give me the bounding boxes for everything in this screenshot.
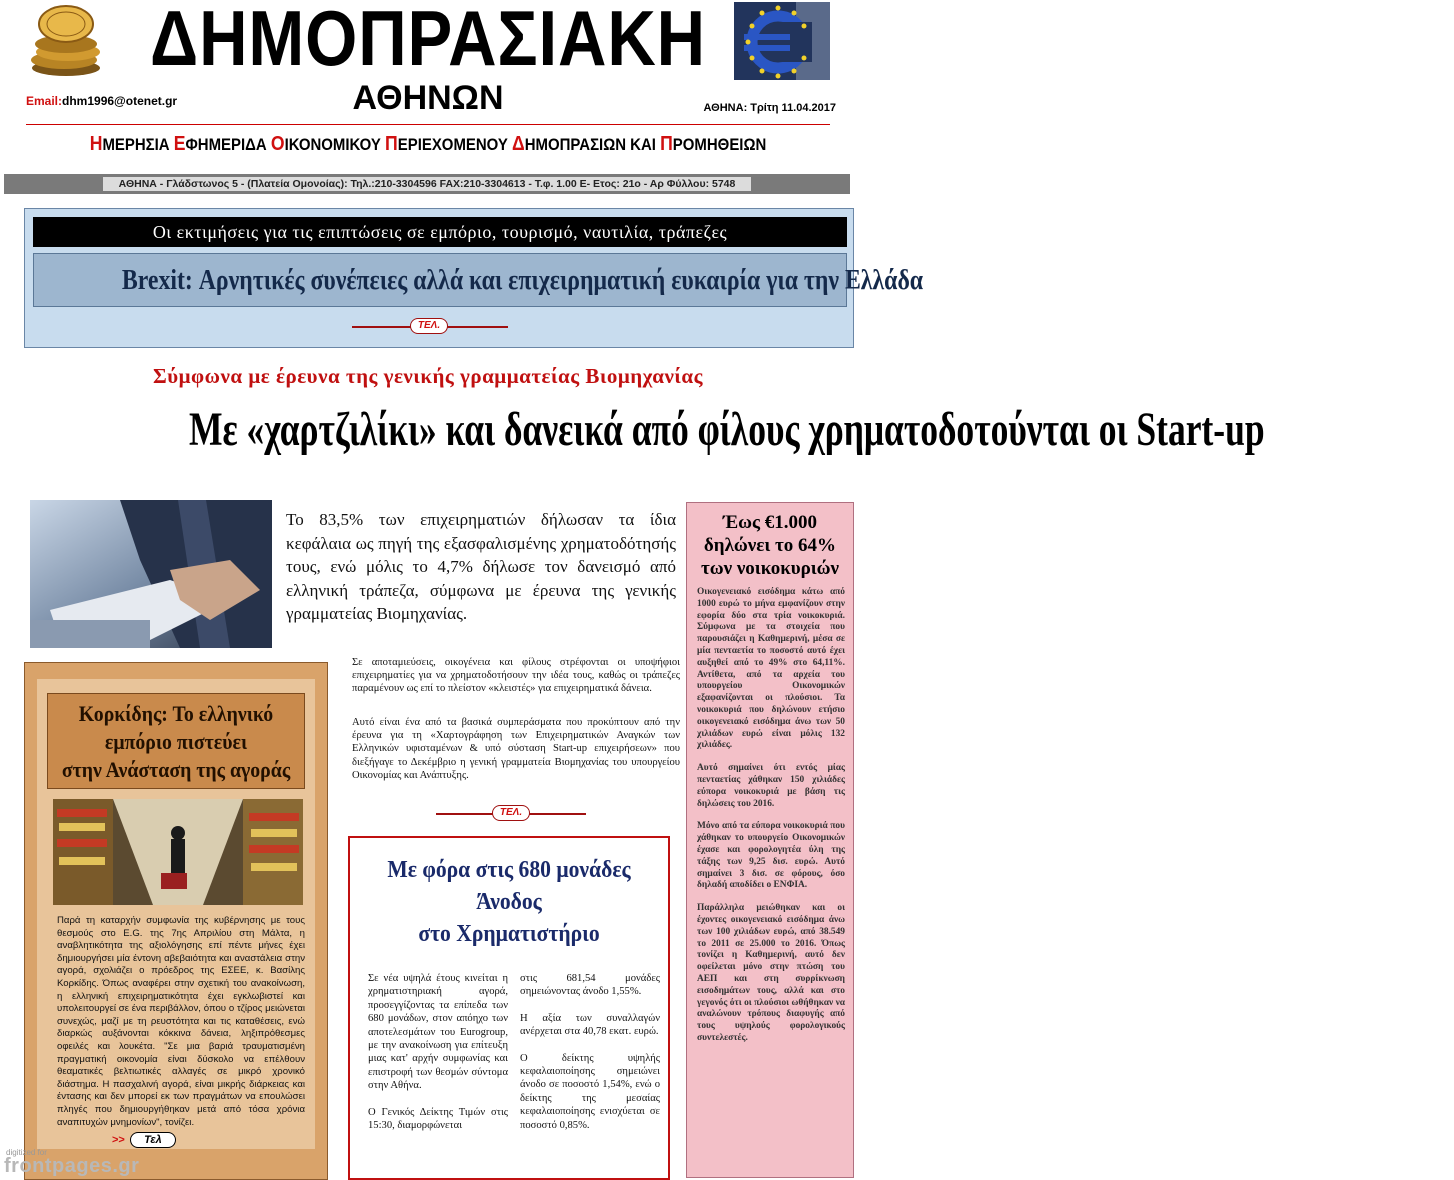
- main-kicker: Σύμφωνα με έρευνα της γενικής γραμματείας Βιομηχανίας: [153, 364, 703, 388]
- email-contact[interactable]: [26, 94, 177, 108]
- issue-date: ΑΘΗΝΑ: Τρίτη 11.04.2017: [703, 102, 836, 114]
- korkidis-box[interactable]: [24, 662, 328, 1180]
- tagline: ΗΜΕΡΗΣΙΑ ΕΦΗΜΕΡΙΔΑ ΟΙΚΟΝΟΜΙΚΟΥ ΠΕΡΙΕΧΟΜΕΝΟΥ ΔΗΜΟΠΡΑΣΙΩΝ ΚΑΙ ΠΡΟΜΗΘΕΙΩΝ: [89, 133, 767, 155]
- household-income-text: Οικογενειακό εισόδημα κάτω από 1000 ευρώ το μήνα εμφανίζουν στην εφορία δύο στα τρία νοικοκυριά. Σύμφωνα με τα στοιχεία που παρουσιάζει η Καθημερινή, μέσα σε μία πενταετία το ποσοστό αυτό έχει αυξηθεί από το 49% στο 64,11%. Αντίθετα, από τα αρχεία του υπουργείου Οικονομικών εξαφανίζονται οι πλούσιοι. Τα νοικοκυριά που δηλώνουν ετήσιο οικογενειακό εισόδημα άνω των 50 χιλιάδων ευρώ είναι μόλις 132 χιλιάδες. Αυτό σημαίνει ότι εντός μίας πενταετίας χάθηκαν 150 χιλιάδες εύπορα νοικοκυριά με βάση τις δηλώσεις του 2016. Μόνο από τα εύπορα νοικοκυριά που χάθηκαν το υπουργείο Οικονομικών έχασε και φορολογητέα ύλη της τάξης των 9,25 δισ. ευρώ. Αυτό σημαίνει 3 δισ. σε φόρους, όσο δηλαδή αποδίδει ο ΕΝΦΙΑ. Παράλληλα μειώθηκαν και οι έχοντες οικογενειακό εισόδημα άνω των 100 χιλιάδων ευρώ, από 38.549 το 2011 σε 25.000 το 2016. Όπως τονίζει η Καθημερινή, αυτό δεν οφείλεται μόνο στην πτώση του ΑΕΠ και στη συρρίκνωση εισοδημάτων τους, αλλά και στο γεγονός ότι οι πλούσιοι ωθήθηκαν να αναλώνουν τρόπους διαφυγής από τους υψηλούς φορολογικούς συντελεστές.: [697, 587, 845, 1043]
- masthead-divider: [26, 124, 830, 125]
- market-headline[interactable]: Με φόρα στις 680 μονάδες Άνοδος στο Χρηματιστήριο: [387, 857, 631, 947]
- market-column-1: Σε νέα υψηλά έτους κινείται η χρηματιστηριακή αγορά, προσεγγίζοντας τα επίπεδα των 680 μονάδων, στον απόηχο των αποτελεσμάτων του Eurogroup, με την ανακοίνωση για επίτευξη μιας κατ' αρχήν συμφωνίας και επιστροφή των θεσμών σύντομα στην Αθήνα. Ο Γενικός Δείκτης Τιμών στις 15:30, διαμορφώνεται: [368, 973, 508, 1132]
- supermarket-photo: [53, 799, 303, 905]
- article-end-button[interactable]: ΤΕΛ.: [492, 805, 530, 821]
- market-column-2: στις 681,54 μονάδες σημειώνοντας άνοδο 1,55%. Η αξία των συναλλαγών ανέρχεται στα 40,78 εκατ. ευρώ. Ο δείκτης υψηλής κεφαλαιοποίησης σημειώνει άνοδο σε ποσοστό 1,54%, ενώ ο δείκτης της μεσαίας κεφαλαιοποίησης ενισχύεται σε ποσοστό 0,85%.: [520, 973, 660, 1131]
- korkidis-arrow: >>: [112, 1134, 125, 1146]
- masthead-title: ΔΗΜΟΠΡΑΣΙΑΚΗ: [150, 0, 706, 82]
- korkidis-headline[interactable]: Κορκίδης: Το ελληνικό εμπόριο πιστεύει στην Ανάσταση της αγοράς: [47, 693, 305, 789]
- korkidis-panel: [37, 679, 315, 1149]
- korkidis-end[interactable]: [112, 1132, 174, 1148]
- main-headline[interactable]: Με «χαρτζιλίκι» και δανεικά από φίλους χρηματοδοτούνται οι Start-up: [188, 403, 1265, 456]
- watermark-logo: frontpages.gr: [4, 1155, 140, 1177]
- address-text: ΑΘΗΝΑ - Γλάδστωνος 5 - (Πλατεία Ομονοίας): Τηλ.:210-3304596 FAX:210-3304613 - Τ.φ. 1.00 Ε- Ετος: 21ο - Αρ Φύλλου: 5748: [103, 177, 752, 191]
- korkidis-end-button[interactable]: Τελ: [130, 1132, 176, 1148]
- hero-photo: [30, 500, 272, 648]
- watermark-caption: digitized for: [6, 1148, 47, 1157]
- market-box[interactable]: [348, 836, 670, 1180]
- household-income-headline[interactable]: Έως €1.000 δηλώνει το 64% των νοικοκυριών: [700, 512, 840, 579]
- lead-paragraph: Το 83,5% των επιχειρηματιών δήλωσαν τα ίδια κεφάλαια ως πηγή της εξασφαλισμένης χρηματοδότησής τους, ενώ μόλις το 4,7% δήλωσε τον δανεισμό από ελληνική τράπεζα, σύμφωνα με έρευνα της γενικής γραμματείας Βιομηχανίας.: [286, 510, 676, 623]
- brexit-kicker: Οι εκτιμήσεις για τις επιπτώσεις σε εμπόριο, τουρισμό, ναυτιλία, τράπεζες: [33, 217, 847, 247]
- article-paragraph-2: Αυτό είναι ένα από τα βασικά συμπεράσματα που προκύπτουν από την έρευνα για τη «Χαρτογράφηση των Επιχειρηματικών Αναγκών των Ελληνικών υφισταμένων & υπό σύσταση Start-up επιχειρήσεων» που διεξήγαγε το Δεκέμβριο η γενική γραμματεία Βιομηχανίας του υπουργείου Οικονομίας και Ανάπτυξης.: [352, 717, 680, 781]
- article-paragraph-1: Σε αποταμιεύσεις, οικογένεια και φίλους στρέφονται οι υποψήφιοι επιχειρηματίες για να χρηματοδοτήσουν την ιδέα τους, καθώς οι τράπεζες παραμένουν ως επί το πλείστον «κλειστές» για επιχειρηματικά δάνεια.: [352, 657, 680, 695]
- masthead-subtitle: ΑΘΗΝΩΝ: [352, 79, 504, 117]
- korkidis-text: Παρά τη καταρχήν συμφωνία της κυβέρνησης με τους θεσμούς στο E.G. της 7ης Απριλίου στη Μάλτα, η αναβλητικότητα της αξιολόγησης επί πέντε μήνες έχει δημιουργήσει μία έντονη αβεβαιότητα και αναστάλεια στην αγορά, σχολιάζει ο πρόεδρος της ΕΣΕΕ, κ. Βασίλης Κορκίδης. Όπως αναφέρει στην σχετική του ανακοίνωση, η ελληνική επιχειρηματικότητα έχει εγκλωβιστεί και υπολειτουργεί σε ένα περιβάλλον, όπου ο τζίρος μειώνεται συνεχώς, μαζί με τη ρευστότητα και τις καταθέσεις, ενώ διαρκώς αυξάνονται κόκκινα δάνεια, ληξιπρόθεσμες οφειλές και λουκέτα. "Σε μια βαριά τραυματισμένη πραγματική οικονομία είναι δύσκολο να επέλθουν θεαματικές βελτιωτικές αλλαγές σε μικρό χρονικό διάστημα. Η πασχαλινή αγορά, είναι μικρής διάρκειας και έντασης και δεν μπορεί εκ των πραγμάτων να επουλώσει πληγές που δημιουργήθηκαν μετά από τόσα χρόνια αναπιτυχών μνημονίων", τονίζει.: [57, 915, 305, 1128]
- email-address[interactable]: dhm1996@otenet.gr: [62, 94, 178, 108]
- brexit-end-button[interactable]: ΤΕΛ.: [410, 318, 448, 334]
- address-bar: [4, 174, 850, 194]
- email-label: Email:: [26, 94, 63, 108]
- brexit-headline[interactable]: Brexit: Αρνητικές συνέπειες αλλά και επιχειρηματική ευκαιρία για την Ελλάδα: [33, 253, 847, 307]
- household-income-box[interactable]: [686, 502, 854, 1178]
